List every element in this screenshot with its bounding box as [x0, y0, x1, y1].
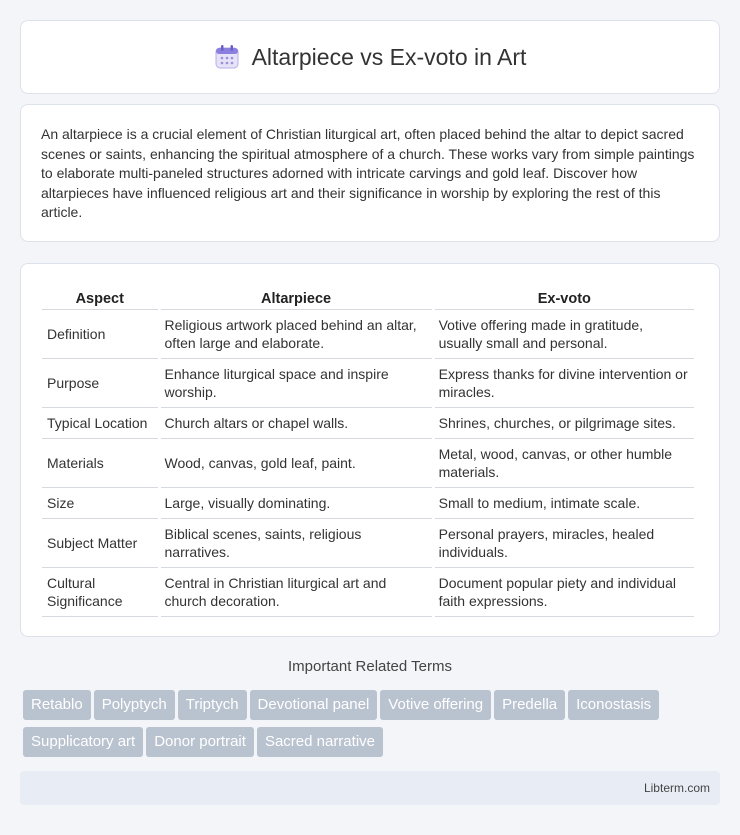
calendar-icon: [214, 44, 240, 70]
table-cell: Personal prayers, miracles, healed individuals.: [435, 519, 694, 568]
table-cell: Enhance liturgical space and inspire worship.: [161, 359, 432, 408]
tag-devotional-panel[interactable]: Devotional panel: [250, 690, 378, 720]
footer: [20, 771, 720, 805]
table-header-row: [42, 284, 694, 310]
table-cell: Subject Matter: [42, 519, 158, 568]
table-cell: Central in Christian liturgical art and church decoration.: [161, 568, 432, 617]
page-title: Altarpiece vs Ex-voto in Art: [251, 43, 527, 70]
table-cell: Shrines, churches, or pilgrimage sites.: [435, 408, 694, 439]
table-cell: Definition: [42, 310, 158, 359]
tag-votive-offering[interactable]: Votive offering: [380, 690, 491, 720]
table-row: [42, 519, 694, 568]
table-cell: Cultural Significance: [42, 568, 158, 617]
intro-text: An altarpiece is a crucial element of Christian liturgical art, often placed behind the altar to depict sacred scenes or saints, enhancing the spiritual atmosphere of a church. These works vary from simple paintings to elaborate multi-paneled structures adorned with intricate carvings and gold leaf. Discover how altarpieces have influenced religious art and their significance in worship by exploring the rest of this article.: [41, 126, 695, 221]
tag-predella[interactable]: Predella: [494, 690, 565, 720]
table-cell: Large, visually dominating.: [161, 488, 432, 519]
related-terms-list: [23, 690, 723, 764]
table-cell: Purpose: [42, 359, 158, 408]
tag-triptych[interactable]: Triptych: [178, 690, 247, 720]
table-cell: Express thanks for divine intervention or miracles.: [435, 359, 694, 408]
table-cell: Religious artwork placed behind an altar, often large and elaborate.: [161, 310, 432, 359]
table-row: [42, 310, 694, 359]
tag-donor-portrait[interactable]: Donor portrait: [146, 727, 254, 757]
table-cell: Typical Location: [42, 408, 158, 439]
related-terms-title: Important Related Terms: [288, 658, 452, 675]
table-cell: Votive offering made in gratitude, usually small and personal.: [435, 310, 694, 359]
footer-site-link[interactable]: Libterm.com: [643, 781, 710, 795]
table-cell: Small to medium, intimate scale.: [435, 488, 694, 519]
table-cell: Metal, wood, canvas, or other humble materials.: [435, 439, 694, 488]
comparison-card: [20, 263, 720, 637]
table-row: [42, 359, 694, 408]
intro-card: [20, 104, 720, 242]
table-row: [42, 408, 694, 439]
table-row: [42, 439, 694, 488]
tag-sacred-narrative[interactable]: Sacred narrative: [257, 727, 383, 757]
table-row: [42, 568, 694, 617]
column-header: Altarpiece: [161, 284, 432, 310]
tag-supplicatory-art[interactable]: Supplicatory art: [23, 727, 143, 757]
table-cell: Church altars or chapel walls.: [161, 408, 432, 439]
table-cell: Size: [42, 488, 158, 519]
table-cell: Wood, canvas, gold leaf, paint.: [161, 439, 432, 488]
table-row: [42, 488, 694, 519]
table-cell: Biblical scenes, saints, religious narratives.: [161, 519, 432, 568]
tag-retablo[interactable]: Retablo: [23, 690, 91, 720]
table-cell: Materials: [42, 439, 158, 488]
column-header: Aspect: [42, 284, 158, 310]
column-header: Ex-voto: [435, 284, 694, 310]
tag-iconostasis[interactable]: Iconostasis: [568, 690, 659, 720]
title-card: [20, 20, 720, 94]
table-cell: Document popular piety and individual faith expressions.: [435, 568, 694, 617]
tag-polyptych[interactable]: Polyptych: [94, 690, 175, 720]
comparison-table: [39, 284, 697, 617]
